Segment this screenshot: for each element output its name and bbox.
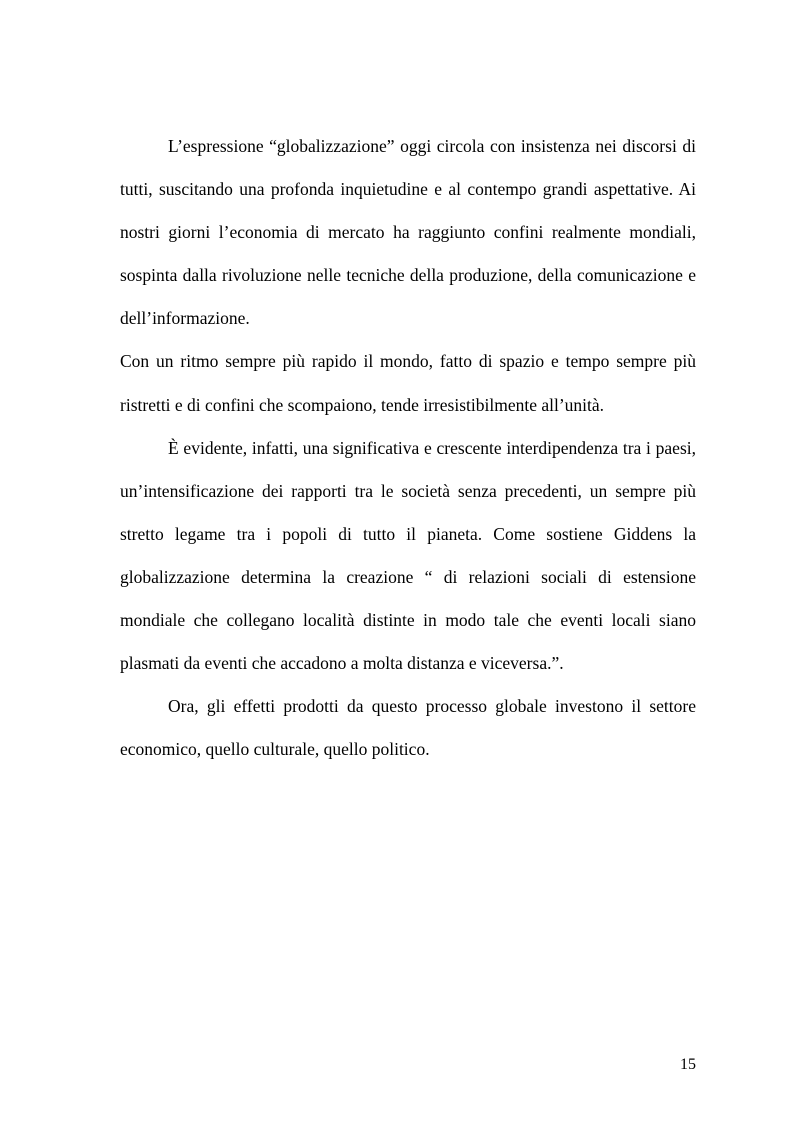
paragraph-effects: Ora, gli effetti prodotti da questo processo globale investono il settore economico, quello culturale, quello politico. xyxy=(120,696,696,760)
body-text xyxy=(120,125,696,771)
page-number: 15 xyxy=(680,1056,696,1073)
paragraph-world-unity: Con un ritmo sempre più rapido il mondo, fatto di spazio e tempo sempre più ristretti e di confini che scompaiono, tende irresistibilmente all’unità. xyxy=(120,351,696,415)
paragraph-interdependence: È evidente, infatti, una significativa e crescente interdipendenza tra i paesi, un’intensificazione dei rapporti tra le società senza precedenti, un sempre più stretto legame tra i popoli di tutto il pianeta. Come sostiene Giddens la globalizzazione determina la creazione “ di relazioni sociali di estensione mondiale che collegano località distinte in modo tale che eventi locali siano plasmati da eventi che accadono a molta distanza e viceversa.”. xyxy=(120,437,696,674)
paragraph-globalization-intro: L’espressione “globalizzazione” oggi circola con insistenza nei discorsi di tutti, suscitando una profonda inquietudine e al contempo grandi aspettative. Ai nostri giorni l’economia di mercato ha raggiunto confini realmente mondiali, sospinta dalla rivoluzione nelle tecniche della produzione, della comunicazione e dell’informazione. xyxy=(120,136,696,329)
